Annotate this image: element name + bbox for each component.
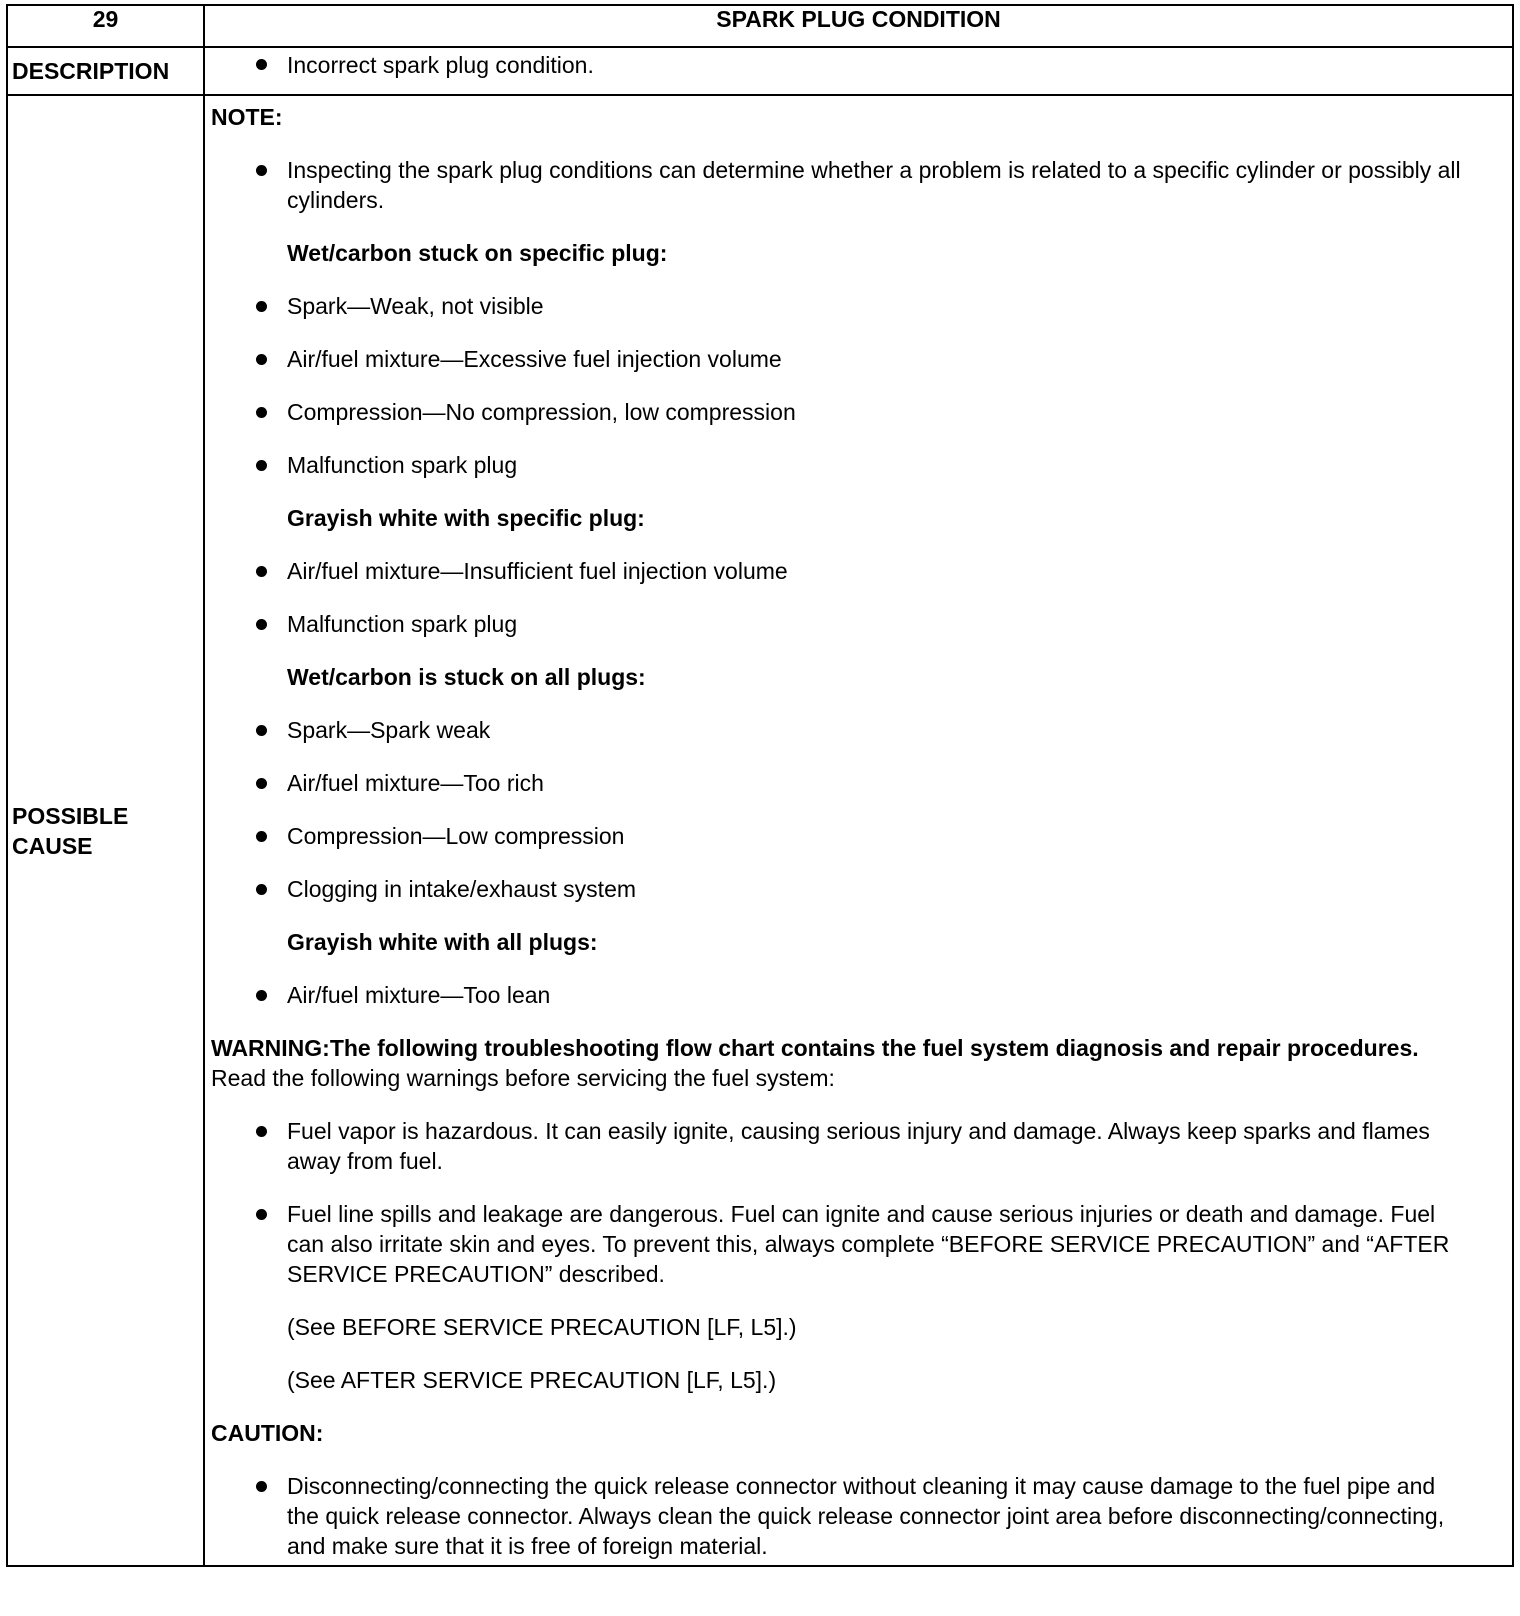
warning-paragraph <box>211 1033 1472 1093</box>
note-bullet: Inspecting the spark plug conditions can determine whether a problem is related to a specific cylinder or possibly all cylinders. <box>211 155 1472 215</box>
cause-label-line2: CAUSE <box>12 832 93 859</box>
list-item: Clogging in intake/exhaust system <box>211 874 1472 904</box>
list-item: Compression—Low compression <box>211 821 1472 851</box>
list-item: Air/fuel mixture—Excessive fuel injection volume <box>211 344 1472 374</box>
group2-title: Grayish white with specific plug: <box>287 505 645 531</box>
step-title: SPARK PLUG CONDITION <box>204 5 1513 47</box>
step-number: 29 <box>7 5 204 47</box>
group1-title: Wet/carbon stuck on specific plug: <box>287 240 668 266</box>
caution-bullet: Disconnecting/connecting the quick release connector without cleaning it may cause damage to the fuel pipe and the quick release connector. Always clean the quick release connector joint area before disconnecting/connecting, and make sure that it is free of foreign material. <box>211 1471 1472 1561</box>
possible-cause-content <box>204 95 1513 1566</box>
warning-bullet: Fuel vapor is hazardous. It can easily ignite, causing serious injury and damage. Always keep sparks and flames away from fuel. <box>211 1116 1472 1176</box>
possible-label-line1: POSSIBLE <box>12 802 129 829</box>
group4-title: Grayish white with all plugs: <box>287 929 598 955</box>
list-item: Air/fuel mixture—Too lean <box>211 980 1472 1010</box>
caution-heading: CAUTION: <box>211 1420 324 1446</box>
list-item: Air/fuel mixture—Too rich <box>211 768 1472 798</box>
header-row <box>7 5 1513 47</box>
list-item: Compression—No compression, low compression <box>211 397 1472 427</box>
description-row <box>7 47 1513 95</box>
warning-heading: WARNING:The following troubleshooting flow chart contains the fuel system diagnosis and repair procedures. <box>211 1035 1419 1061</box>
possible-cause-label <box>7 95 204 1566</box>
see-reference-after: (See AFTER SERVICE PRECAUTION [LF, L5].) <box>287 1367 777 1393</box>
group3-title: Wet/carbon is stuck on all plugs: <box>287 664 646 690</box>
list-item: Spark—Weak, not visible <box>211 291 1472 321</box>
list-item: Malfunction spark plug <box>211 450 1472 480</box>
list-item: Malfunction spark plug <box>211 609 1472 639</box>
troubleshooting-table <box>6 4 1514 1567</box>
list-item: Air/fuel mixture—Insufficient fuel injection volume <box>211 556 1472 586</box>
warning-text: Read the following warnings before servicing the fuel system: <box>211 1065 835 1091</box>
note-heading: NOTE: <box>211 104 283 130</box>
description-label: DESCRIPTION <box>7 47 204 95</box>
possible-cause-row <box>7 95 1513 1566</box>
warning-bullet: Fuel line spills and leakage are dangerous. Fuel can ignite and cause serious injuries or death and damage. Fuel can also irritate skin and eyes. To prevent this, always complete “BEFORE SERVICE PRECAUTION” and “AFTER SERVICE PRECAUTION” described. <box>211 1199 1472 1289</box>
see-reference-before: (See BEFORE SERVICE PRECAUTION [LF, L5].) <box>287 1314 797 1340</box>
list-item: Spark—Spark weak <box>211 715 1472 745</box>
description-text: Incorrect spark plug condition. <box>211 50 1472 80</box>
